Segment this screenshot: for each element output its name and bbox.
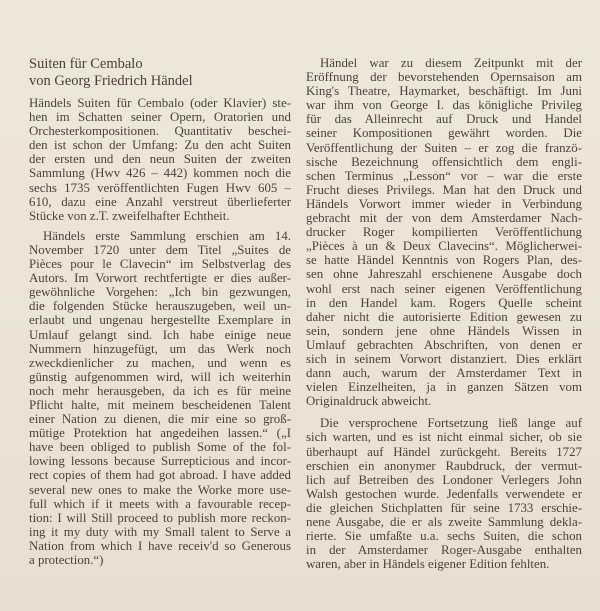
- text-line: günstig aufgenommen wird, will ich weiterhin: [29, 369, 291, 384]
- text-line: sich warten, und es ist nicht einmal sicher, ob sie: [306, 430, 582, 445]
- left-paragraph: [29, 229, 291, 567]
- text-line: in den Handel kam. Rogers Quelle scheint: [306, 295, 582, 310]
- text-line: schen Terminus „Lesson“ vor – war die erste: [306, 168, 582, 183]
- text-line: sische Bezeichnung offensichtlich dem engli-: [306, 154, 582, 169]
- text-line: Händels erste Sammlung erschien am 14.: [43, 228, 291, 243]
- right-paragraph: [306, 416, 582, 571]
- text-line: war ihm von George I. das königliche Privileg: [306, 98, 582, 113]
- text-line: lowing lessons because Surrepticious and incor-: [29, 454, 291, 469]
- text-line: mütige Protektion hat angedeihen lassen.“ („I: [29, 426, 291, 441]
- text-line: Orchesterkompositionen. Quantitativ beschei-: [29, 124, 291, 139]
- text-line: erlaubt und ungenau hergestellte Exemplare in: [29, 313, 291, 328]
- text-line: gebracht mit der von dem Amsterdamer Nach-: [306, 211, 582, 226]
- title-line: Suiten für Cembalo: [29, 56, 143, 72]
- article-title: [29, 56, 291, 90]
- text-line: lich auf Betreiben des Londoner Verlegers John: [306, 472, 582, 487]
- text-line: noch mehr herausgeben, da ich es für meine: [29, 383, 291, 398]
- text-line: tion: I will Still proceed to publish more reckon-: [29, 510, 291, 525]
- text-line: wohl erst nach seiner eigenen Veröffentlichung: [306, 281, 582, 296]
- text-line: Händels Vorwort immer wieder in Verbindung: [306, 196, 582, 211]
- text-line: drucker Roger kompilierten Veröffentlichung: [306, 225, 582, 240]
- text-line: seiner Kompositionen gewährt worden. Die: [306, 126, 582, 141]
- text-line: nene Ausgabe, die er als zweite Sammlung dekla-: [306, 515, 582, 529]
- text-line: vielen Einzelheiten, ja in ganzen Sätzen vom: [306, 380, 582, 395]
- text-line: King's Theatre, Haymarket, beschäftigt. Im Juni: [306, 84, 582, 99]
- text-line: sich in seinem Vorwort distanziert. Dies erklärt: [306, 351, 582, 366]
- text-line: several new ones to make the Worke more use-: [29, 482, 291, 497]
- text-line: zweckdienlicher zu machen, und wenn es: [29, 355, 291, 370]
- right-paragraph: [306, 56, 582, 408]
- text-line: Die versprochene Fortsetzung ließ lange auf: [320, 416, 582, 431]
- text-line: Frucht dieses Privilegs. Man hat den Druck und: [306, 182, 582, 197]
- text-line: Originaldruck abweicht.: [306, 394, 432, 409]
- text-line: 610, dazu eine Anzahl verstreut überlieferter: [29, 194, 291, 209]
- text-line: Stücke von z.T. zweifelhafter Echtheit.: [29, 208, 230, 223]
- text-line: rierte. Sie umfaßte u.a. sechs Suiten, die schon: [306, 529, 582, 544]
- text-line: Eröffnung der bevorstehenden Opernsaison am: [306, 70, 582, 85]
- text-line: Nummern hinzugefügt, um das Werk noch: [29, 341, 291, 356]
- text-line: hen im Schatten seiner Opern, Oratorien und: [29, 110, 291, 125]
- text-line: Veröffentlichung der Suiten – er zog die franzö-: [306, 140, 582, 155]
- text-line: überhaupt auf Händel zurückgeht. Bereits 1727: [306, 444, 582, 459]
- text-line: have been obliged to publish Some of the fol-: [29, 440, 291, 455]
- text-line: sen ohne Jahreszahl erschienene Ausgabe doch: [306, 267, 582, 282]
- text-line: Händel war zu diesem Zeitpunkt mit der: [320, 56, 582, 70]
- text-line: ing it my duty with my Small talent to Serve a: [29, 524, 291, 539]
- text-line: Pflicht halte, mit meinem bescheidenen Talent: [29, 397, 291, 412]
- left-paragraph: [29, 96, 291, 223]
- text-line: Umlauf gebrachten Abschriften, von denen er: [306, 337, 582, 352]
- text-line: der ersten und den neun Suiten der zweiten: [29, 152, 291, 167]
- text-line: für das Alleinrecht auf Druck und Handel: [306, 112, 582, 127]
- text-line: den ist schon der Umfang: Zu den acht Suiten: [29, 138, 291, 153]
- text-line: sechs 1735 veröffentlichten Fugen Hwv 605 –: [29, 180, 291, 195]
- text-line: full which if it meets with a favourable recep-: [29, 496, 291, 511]
- text-line: „Pièces à un & Deux Clavecins“. Möglicherwei-: [306, 239, 582, 254]
- text-line: die gleichen Stichplatten für seine 1733 erschie-: [306, 500, 582, 515]
- text-line: einer Nation zu dienen, die mir eine so groß-: [29, 412, 291, 427]
- text-line: die folgenden Stücke herauszugeben, weil un-: [29, 299, 291, 314]
- text-line: Pièces pour le Clavecin“ im Selbstverlag des: [29, 257, 291, 272]
- text-line: a protection.“): [29, 553, 104, 567]
- text-line: November 1720 unter dem Titel „Suites de: [29, 242, 291, 257]
- text-line: Umlauf gelangt sind. Ich habe einige neue: [29, 327, 291, 342]
- text-line: gewöhnliche Vorgehen: „Ich bin gezwungen,: [29, 285, 291, 300]
- right-column: [306, 56, 582, 577]
- text-line: waren, aber in Händels eigener Edition fehlten.: [306, 557, 550, 572]
- text-line: Sammlung (Hwv 426 – 442) kommen noch die: [29, 166, 291, 181]
- text-line: in der Amsterdamer Roger-Ausgabe enthalten: [306, 543, 582, 558]
- text-line: se hatte Händel Kenntnis von Rogers Plan, des-: [306, 253, 582, 268]
- left-column: [29, 56, 291, 573]
- text-line: rect copies of them had got abroad. I have added: [29, 468, 291, 483]
- text-line: sein, sondern jene ohne Händels Wissen in: [306, 323, 582, 338]
- text-line: Autors. Im Vorwort rechtfertigte er dies außer-: [29, 271, 291, 286]
- text-line: Walsh gestochen wurde. Jedenfalls verwendete er: [306, 486, 582, 501]
- text-line: Nation from which I have receiv'd so Generous: [29, 538, 291, 553]
- text-line: daher nicht die autorisierte Edition gewesen zu: [306, 309, 582, 324]
- text-line: dann auch, warum der Amsterdamer Text in: [306, 366, 582, 381]
- subtitle-line: von Georg Friedrich Händel: [29, 73, 193, 89]
- text-line: Händels Suiten für Cembalo (oder Klavier) ste-: [29, 96, 291, 110]
- text-line: erschien ein anonymer Raubdruck, der vermut-: [306, 458, 582, 473]
